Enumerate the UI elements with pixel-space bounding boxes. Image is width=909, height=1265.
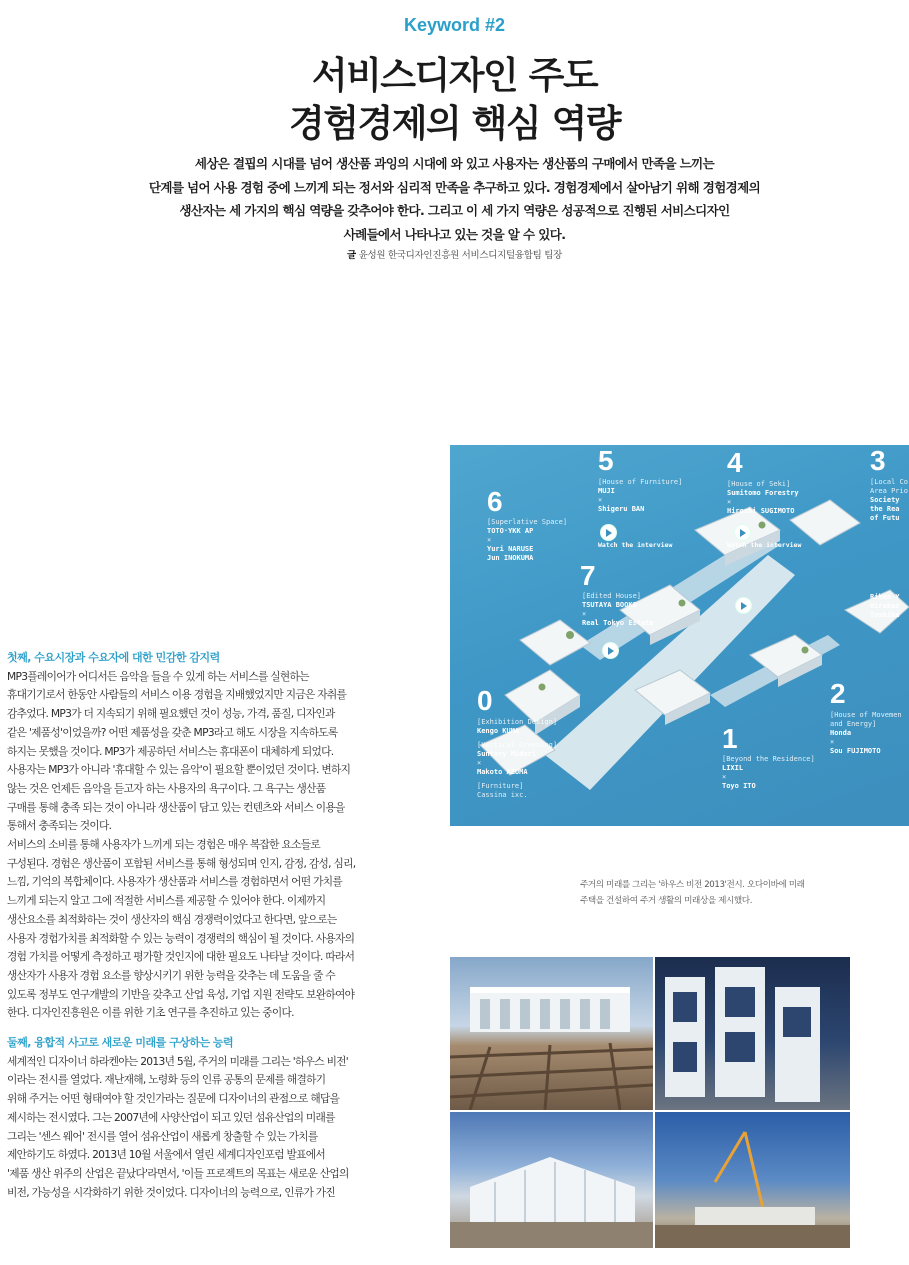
body-line: 구매를 통해 충족 되는 것이 아니라 생산품이 담고 있는 컨텐츠와 서비스 이용을 [7, 800, 345, 814]
house-label: [Beyond the Residence] LIXIL × Toyo ITO [722, 755, 815, 790]
house-label: [Superlative Space] TOTO·YKK AP × Yuri NARUSE Jun INOKUMA [487, 518, 568, 562]
lead-line: 사례들에서 나타나고 있는 것을 알 수 있다. [343, 226, 566, 242]
body-line: 감추었다. MP3가 더 지속되기 위해 필요했던 것이 성능, 가격, 품질, 디자인과 [7, 707, 335, 721]
house-label: [House of Movemen and Energy] Honda × Sou FUJIMOTO [830, 711, 902, 755]
house-number: 6 [487, 486, 503, 517]
section1-heading: 첫째, 수요시장과 수요자에 대한 민감한 감지력 [7, 651, 220, 664]
house-number: 1 [722, 723, 738, 754]
house-label-extra: Riken Y Hirokaz Toshiha [870, 593, 900, 619]
house-label: [Edited House] TSUTAYA BOOKS × Real Tokyo Estate [582, 592, 654, 627]
section2-text [7, 1053, 415, 1203]
body-line: 하지는 못했을 것이다. MP3가 제공하던 서비스는 휴대폰이 대체하게 되었다. [7, 744, 334, 758]
keyword-label: Keyword #2 [403, 15, 506, 35]
house-number: 0 [477, 685, 493, 716]
house-label: [Exhibition Design] Kengo KUMA [Vertical Greening] Suntory Midori × Makoto AZUMA [Furniture] Cassina ixc. [477, 718, 558, 799]
house-label: [Local Co Area Prio Society the Rea of Futu [870, 478, 908, 522]
house-number: 4 [727, 447, 743, 478]
photo-frame-structure [655, 957, 850, 1110]
house-vision-map [450, 445, 909, 826]
body-line: 같은 '제품성'이었을까? 어떤 제품성을 갖춘 MP3라고 해도 시장을 지속하도록 [7, 725, 338, 739]
house-number: 3 [870, 445, 886, 476]
body-line: 제안하기도 하였다. 2013년 10월 서울에서 열린 세계디자인포럼 발표에서 [7, 1148, 326, 1162]
lead-line: 세상은 결핍의 시대를 넘어 생산품 과잉의 시대에 와 있고 사용자는 생산품의 구매에서 만족을 느끼는 [194, 156, 715, 171]
body-line: 사용자는 MP3가 아니라 '휴대할 수 있는 음악'이 필요할 뿐이었던 것이다. 변하지 [7, 763, 351, 777]
body-line: 생산요소를 최적화하는 것이 생산자의 핵심 경쟁력이었다고 한다면, 앞으로는 [7, 912, 337, 926]
house-label: [House of Furniture] MUJI × Shigeru BAN [598, 478, 683, 513]
body-line: 생산자가 사용자 경험 요소를 향상시키기 위한 능력을 갖추는 데 도움을 줄 수 [7, 968, 336, 982]
body-line: 통해서 충족되는 것이다. [7, 819, 112, 833]
body-line: MP3플레이어가 어디서든 음악을 들을 수 있게 하는 서비스를 실현하는 [7, 669, 309, 683]
play-icon[interactable] [735, 597, 752, 614]
construction-photos [450, 957, 850, 1248]
body-line: 않는 것은 언제든 음악을 듣고자 하는 사용자의 욕구이다. 그 욕구는 생산품 [7, 781, 326, 795]
body-line: 느낌, 기억의 복합체이다. 사용자가 생산품과 서비스를 경험하면서 어떤 가치를 [7, 875, 342, 889]
page-title [0, 52, 909, 148]
watch-link[interactable]: Watch the interview [598, 541, 673, 549]
body-line: 비전, 가능성을 시각화하기 위한 것이었다. 디자이너의 능력으로, 인류가 가진 [7, 1185, 336, 1199]
photo-crane [655, 1112, 850, 1248]
house-label: [House of Seki] Sumitomo Forestry × Hiroshi SUGIMOTO [727, 480, 799, 515]
byline-author: 윤성원 한국디자인진흥원 서비스디지털융합팀 팀장 [358, 250, 563, 261]
body-line: 있도록 정부도 연구개발의 기반을 갖추고 산업 육성, 기업 지원 전략도 보완하여야 [7, 987, 355, 1001]
body-line: 세계적인 디자이너 하라켄야는 2013년 5월, 주거의 미래를 그리는 '하우스 비전' [7, 1054, 349, 1068]
byline-label: 글 [346, 250, 356, 261]
body-line: 한다. 디자인진흥원은 이를 위한 기초 연구를 추진하고 있는 중이다. [7, 1006, 294, 1020]
caption-line: 주거의 미래를 그리는 '하우스 비전 2013'전시. 오다이바에 미래 [580, 880, 805, 890]
byline [0, 247, 909, 261]
play-icon[interactable] [734, 524, 751, 541]
body-line: 사용자 경험가치를 최적화할 수 있는 능력이 경쟁력의 핵심이 될 것이다. 사용자의 [7, 931, 355, 945]
photo-pavilion [450, 957, 653, 1110]
title-line-1: 서비스디자인 주도 [311, 54, 598, 97]
map-caption [580, 877, 880, 909]
photo-tent [450, 1112, 653, 1248]
caption-line: 주택을 건설하여 주거 생활의 미래상을 제시했다. [580, 896, 753, 906]
body-line: 그리는 '센스 웨어' 전시를 열어 섬유산업이 새롭게 창출할 수 있는 가치를 [7, 1129, 318, 1143]
body-line: 구성된다. 경험은 생산품이 포함된 서비스를 통해 형성되며 인지, 감정, 감성, 심리, [7, 856, 356, 870]
lead-paragraph [60, 152, 849, 246]
body-line: 서비스의 소비를 통해 사용자가 느끼게 되는 경험은 매우 복잡한 요소들로 [7, 838, 321, 852]
body-line: 느끼게 되는지 알고 그에 적절한 서비스를 제공할 수 있어야 한다. 이제까지 [7, 894, 326, 908]
body-line: '제품 생산 위주의 산업은 끝났다'라면서, '이들 프로젝트의 목표는 새로운 산업의 [7, 1166, 349, 1180]
body-line: 위해 주거는 어떤 형태여야 할 것인가라는 질문에 디자이너의 관점으로 해답을 [7, 1092, 340, 1106]
title-line-2: 경험경제의 핵심 역량 [289, 102, 620, 145]
section1-text [7, 668, 415, 1023]
lead-line: 생산자는 세 가지의 핵심 역량을 갖추어야 한다. 그리고 이 세 가지 역량은 성공적으로 진행된 서비스디자인 [179, 203, 730, 218]
house-number: 7 [580, 560, 596, 591]
article-body [7, 649, 415, 1202]
watch-link[interactable]: Watch the interview [727, 541, 802, 549]
play-icon[interactable] [600, 524, 617, 541]
house-number: 2 [830, 678, 846, 709]
body-line: 휴대기기로서 한동안 사람들의 서비스 이용 경험을 지배했었지만 지금은 자취를 [7, 688, 347, 702]
body-line: 제시하는 전시였다. 그는 2007년에 사양산업이 되고 있던 섬유산업의 미래를 [7, 1110, 335, 1124]
body-line: 이라는 전시를 열었다. 재난재해, 노령화 등의 인류 공통의 문제를 해결하기 [7, 1073, 326, 1087]
house-number: 5 [598, 445, 614, 476]
body-line: 경험 가치를 어떻게 측정하고 평가할 것인지에 대한 필요도 나타날 것이다. 따라서 [7, 950, 355, 964]
lead-line: 단계를 넘어 사용 경험 중에 느끼게 되는 정서와 심리적 만족을 추구하고 있다. 경험경제에서 살아남기 위해 경험경제의 [148, 179, 761, 195]
section2-heading: 둘째, 융합적 사고로 새로운 미래를 구상하는 능력 [7, 1036, 234, 1050]
play-icon[interactable] [602, 642, 619, 659]
